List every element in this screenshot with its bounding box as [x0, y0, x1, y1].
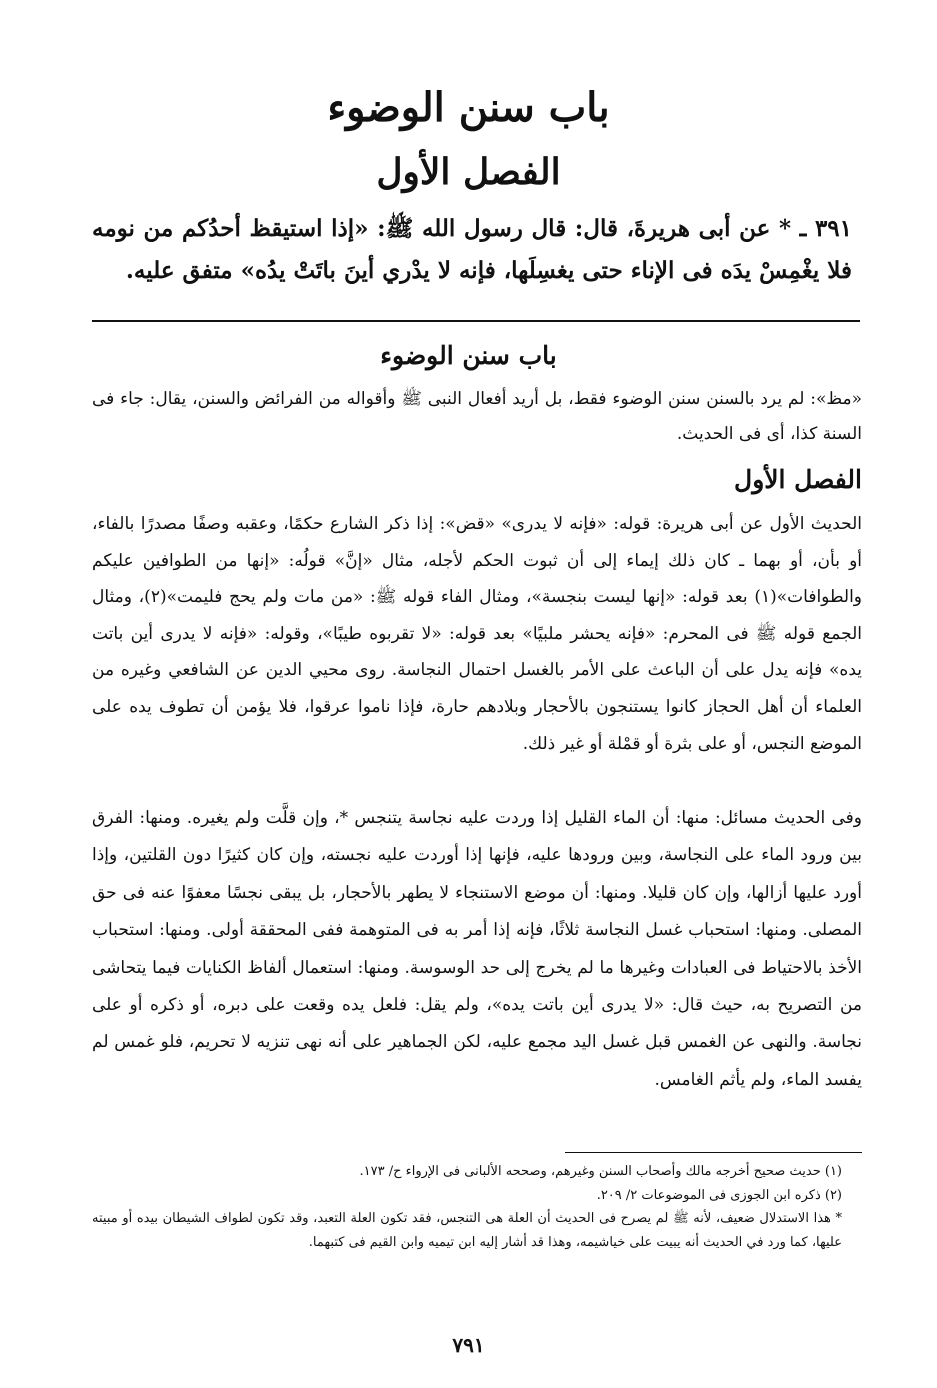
footnote-1: (١) حديث صحيح أخرجه مالك وأصحاب السنن وغيرهم، وصححه الألبانى فى الإرواء ح/ ١٧٣.: [359, 1164, 842, 1179]
hadith-text: [92, 208, 852, 292]
hadith-number: ٣٩١ ـ: [799, 215, 852, 242]
section-divider: [92, 320, 860, 322]
commentary-section-title: باب سنن الوضوء: [380, 341, 557, 370]
chapter-title: الفصل الأول: [376, 151, 561, 193]
footnote-3: * هذا الاستدلال ضعيف، لأنه ﷺ لم يصرح فى الحديث أن العلة هى التنجس، فقد تكون العلة التعبد، وقد تكون لطواف الشيطان بيده أو مبيته عليها، كما ورد في الحديث أنه يبيت على خياشيمه، وهذا قد أشار إليه ابن تيميه وابن القيم فى كتبهما.: [92, 1211, 842, 1250]
footnote-2: (٢) ذكره ابن الجوزى فى الموضوعات ٢/ ٢٠٩.: [596, 1187, 842, 1203]
commentary-paragraph-2: وفى الحديث مسائل: منها: أن الماء القليل إذا وردت عليه نجاسة يتنجس *، وإن قلَّت ولم يغيره. ومنها: الفرق بين ورود الماء على النجاسة، وبين ورودها عليه، فإنها إذا أوردت عليه نجسته، وإن كان كثيرًا دون القلتين، وإذا أورد عليها أزالها، وإن كان قليلا. ومنها: أن موضع الاستنجاء لا يطهر بالأحجار، بل يبقى نجسًا معفوًا عنه فى حق المصلى. ومنها: استحباب غسل النجاسة ثلاثًا، فإنه إذا أمر به فى المتوهمة ففى المحققة أولى. ومنها: استحباب الأخذ بالاحتياط فى العبادات وغيرها ما لم يخرج إلى حد الوسوسة. ومنها: استعمال ألفاظ الكنايات فيما يتحاشى من التصريح به، حيث قال: «لا يدرى أين باتت يده»، ولم يقل: فلعل يده وقعت على دبره، أو ذكره أو على نجاسة. والنهى عن الغمس قبل غسل اليد مجمع عليه، لكن الجماهير على أنه نهى تنزيه لا تحريم، فلو غمس لم يفسد الماء، ولم يأثم الغامس.: [92, 808, 862, 1090]
footnotes: [92, 1160, 862, 1254]
page-number: ٧٩١: [452, 1333, 485, 1357]
footnote-divider: [565, 1152, 862, 1153]
commentary-intro: «مظ»: لم يرد بالسنن سنن الوضوء فقط، بل أريد أفعال النبى ﷺ وأقواله من الفرائض والسنن، يقال: جاء فى السنة كذا، أى فى الحديث.: [92, 389, 862, 444]
hadith-body: * عن أبى هريرةَ، قال: قال رسول الله ﷺ: «إذا استيقظ أحدُكم من نومه فلا يغْمِسْ يدَه فى الإناء حتى يغسِلَها، فإنه لا يدْري أينَ باتَتْ يدُه» متفق عليه.: [92, 215, 852, 284]
commentary-paragraph-1: الحديث الأول عن أبى هريرة: قوله: «فإنه لا يدرى» «قض»: إذا ذكر الشارع حكمًا، وعقبه وصفًا مصدرًا بالفاء، أو بأن، أو بهما ـ كان ذلك إيماء إلى أن ثبوت الحكم لأجله، مثال «إنَّ» قولُه: «إنها من الطوافين عليكم والطوافات»(١) بعد قوله: «إنها ليست بنجسة»، ومثال الفاء قوله ﷺ: «من مات ولم يحج فليمت»(٢)، ومثال الجمع قوله ﷺ فى المحرم: «فإنه يحشر ملبيًا» بعد قوله: «لا تقربوه طيبًا»، وقوله: «فإنه لا يدرى أين باتت يده» فإنه يدل على أن الباعث على الأمر بالغسل احتمال النجاسة. روى محيي الدين عن الشافعي وغيره من العلماء أن أهل الحجاز كانوا يستنجون بالأحجار وبلادهم حارة، فإذا ناموا عرقوا، فلا يؤمن أن تطوف يده على الموضع النجس، أو على بثرة أو قمْلة أو غير ذلك.: [92, 514, 863, 754]
main-title: باب سنن الوضوء: [327, 84, 610, 131]
commentary-chapter-title: الفصل الأول: [734, 465, 862, 494]
